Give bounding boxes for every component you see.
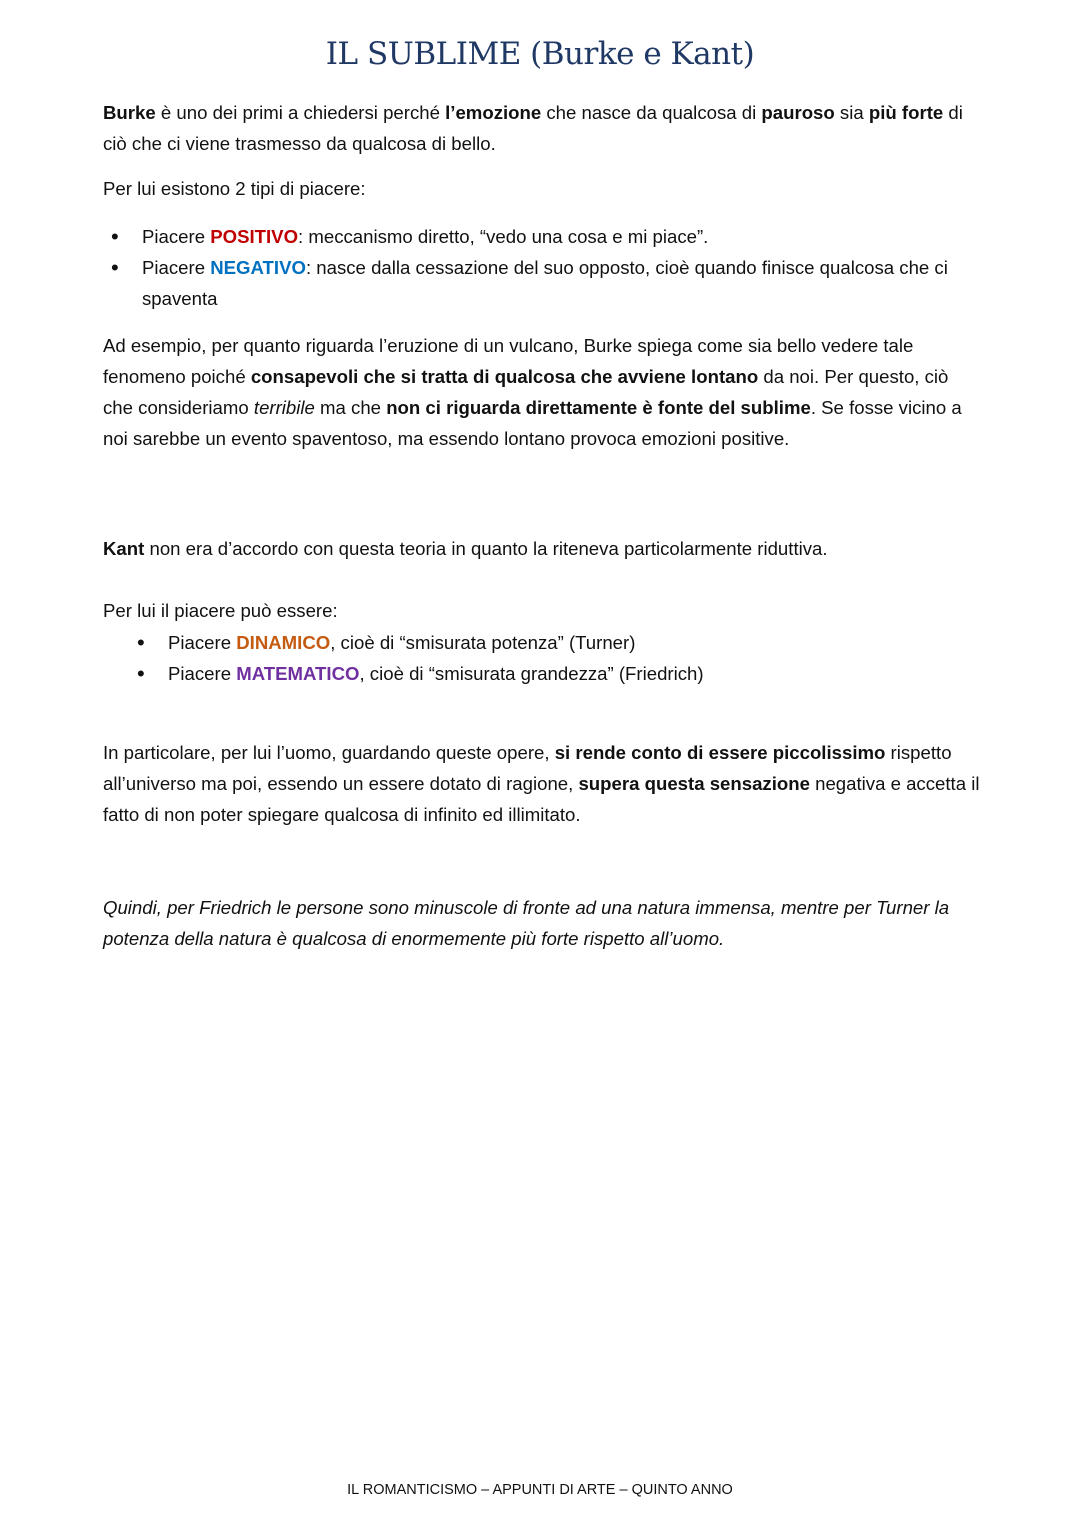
italic-text: terribile <box>253 397 315 418</box>
burke-types-intro: Per lui esistono 2 tipi di piacere: <box>103 178 366 199</box>
bold-text: supera questa sensazione <box>578 773 810 794</box>
kant-types-intro: Per lui il piacere può essere: <box>103 600 338 621</box>
text: non era d’accordo con questa teoria in quanto la riteneva particolarmente riduttiva. <box>144 538 828 559</box>
kant-intro-paragraph <box>103 533 983 564</box>
text: Piacere <box>142 226 211 247</box>
text: di ciò che ci viene trasmesso da qualcosa di bello. <box>103 102 963 154</box>
keyword-positivo: POSITIVO <box>210 226 299 247</box>
page-title: IL SUBLIME (Burke e Kant) <box>325 36 755 72</box>
text: : nasce dalla cessazione del suo opposto, cioè quando finisce qualcosa che ci spaventa <box>142 257 948 309</box>
bold-text: l’emozione <box>445 102 542 123</box>
conclusion-paragraph: Quindi, per Friedrich le persone sono minuscole di fronte ad una natura immensa, mentre per Turner la potenza della natura è qualcosa di enormemente più forte rispetto all’uomo. <box>103 897 950 949</box>
bold-text: Kant <box>103 538 145 559</box>
bold-text: si rende conto di essere piccolissimo <box>554 742 886 763</box>
bold-text: pauroso <box>761 102 835 123</box>
list-item <box>103 658 983 689</box>
list-item <box>103 252 983 314</box>
kant-explanation-paragraph <box>103 737 983 830</box>
text: Piacere <box>142 257 211 278</box>
text: è uno dei primi a chiedersi perché <box>155 102 446 123</box>
text: Piacere <box>168 663 237 684</box>
text: ma che <box>314 397 387 418</box>
text: : meccanismo diretto, “vedo una cosa e mi piace”. <box>298 226 709 247</box>
text: , cioè di “smisurata potenza” (Turner) <box>330 632 636 653</box>
text: rispetto all’universo ma poi, essendo un essere dotato di ragione, <box>103 742 952 794</box>
text: Piacere <box>168 632 237 653</box>
text: . Se fosse vicino a noi sarebbe un evento spaventoso, ma essendo lontano provoca emozioni positive. <box>103 397 962 449</box>
text: da noi. Per questo, ciò che consideriamo <box>103 366 949 418</box>
volcano-example-paragraph <box>103 330 983 454</box>
page-footer: IL ROMANTICISMO – APPUNTI DI ARTE – QUINTO ANNO <box>347 1482 733 1498</box>
bold-text: consapevoli che si tratta di qualcosa che avviene lontano <box>250 366 759 387</box>
burke-intro-paragraph <box>103 97 983 159</box>
keyword-dinamico: DINAMICO <box>236 632 331 653</box>
text: , cioè di “smisurata grandezza” (Friedrich) <box>359 663 704 684</box>
list-item <box>103 221 983 252</box>
kant-pleasure-list <box>103 627 983 689</box>
text: Ad esempio, per quanto riguarda l’eruzione di un vulcano, Burke spiega come sia bello vedere tale fenomeno poiché <box>103 335 914 387</box>
burke-pleasure-list <box>103 221 983 314</box>
bold-text: non ci riguarda direttamente è fonte del sublime <box>386 397 811 418</box>
keyword-matematico: MATEMATICO <box>236 663 360 684</box>
list-item <box>103 627 983 658</box>
text: che nasce da qualcosa di <box>541 102 762 123</box>
keyword-negativo: NEGATIVO <box>210 257 306 278</box>
text: negativa e accetta il fatto di non poter spiegare qualcosa di infinito ed illimitato. <box>103 773 980 825</box>
text: In particolare, per lui l’uomo, guardando queste opere, <box>103 742 555 763</box>
text: sia <box>834 102 869 123</box>
bold-text: più forte <box>868 102 944 123</box>
bold-text: Burke <box>103 102 156 123</box>
